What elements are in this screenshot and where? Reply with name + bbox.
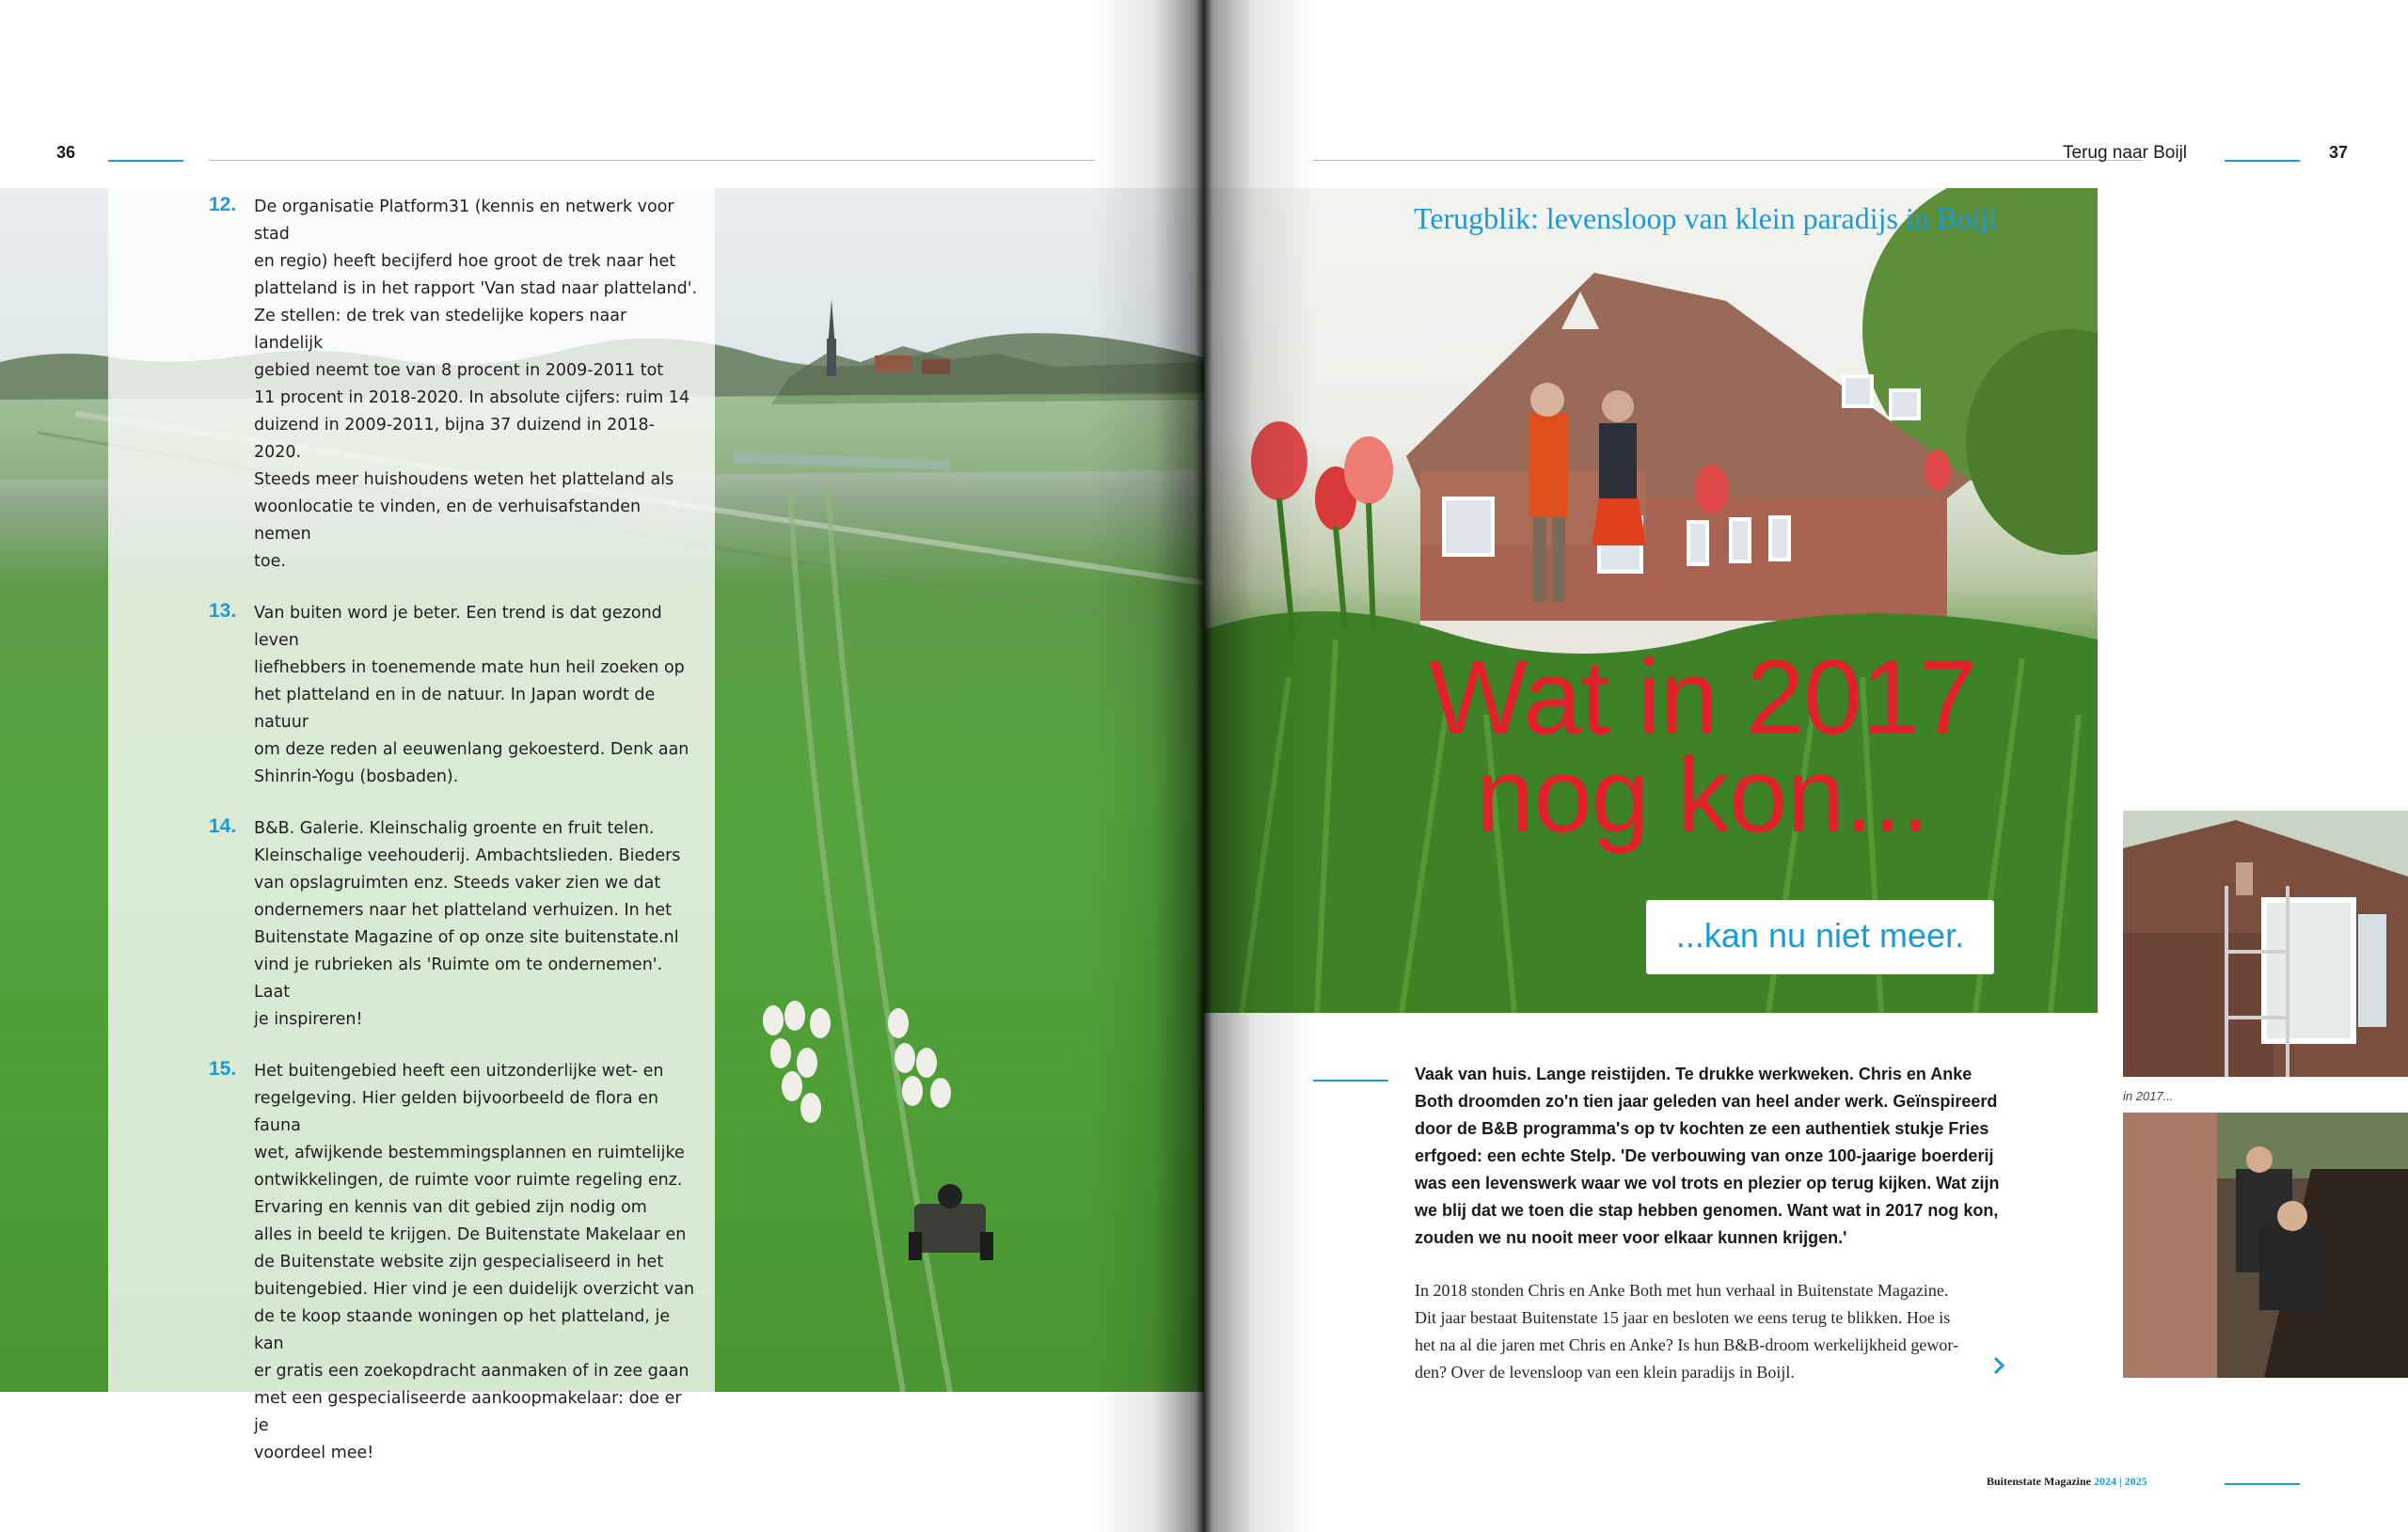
list-item	[209, 194, 698, 576]
header-rule	[209, 160, 1095, 161]
item-text: Het buitengebied heeft een uitzonderlijke wet- en regelgeving. Hier gelden bijvoorbeeld de flora en fauna wet, afwijkende bestemmingsplannen en ruimtelijke ontwikkelingen, de ruimte voor ruimte regeling enz. Ervaring en kennis van dit gebied zijn nodig om alles in beeld te krijgen. De Buitenstate Makelaar en de Buitenstate website zijn gespecialiseerd in het buitengebied. Hier vind je een duidelijk overzicht van de te koop staande woningen op het platteland, je kan er gratis een zoekopdracht aanmaken of in zee gaan met een gespecialiseerde aankoopmakelaar: doe er je voordeel mee!	[254, 1062, 695, 1462]
footer	[1987, 1475, 2147, 1489]
kicker-text: ...kan nu niet meer.	[1675, 916, 1965, 955]
item-number: 13.	[209, 600, 237, 622]
header-accent-line	[2225, 160, 2300, 162]
body-paragraph: In 2018 stonden Chris en Anke Both met hun verhaal in Buitenstate Magazine. Dit jaar bestaat Buitenstate 15 jaar en besloten we eens terug te blikken. Hoe is het na al die jaren met Chris en Anke? Is hun B&B-droom werkelijkheid gewor- den? Over de levensloop van een klein paradijs in Boijl.	[1415, 1281, 1958, 1382]
header-rule	[1313, 160, 2143, 161]
chevron-right-icon[interactable]	[1991, 1354, 2006, 1377]
item-number: 15.	[209, 1058, 237, 1080]
kicker-box	[1646, 900, 1994, 974]
item-text: De organisatie Platform31 (kennis en netwerk voor stad en regio) heeft becijferd hoe groot de trek naar het platteland is in het rapport 'Van stad naar platteland'. Ze stellen: de trek van stedelijke kopers naar landelijk gebied neemt toe van 8 procent in 2009-2011 tot 11 procent in 2018-2020. In absolute cijfers: ruim 14 duizend in 2009-2011, bijna 37 duizend in 2018-2020. Steeds meer huishoudens weten het platteland als woonlocatie te vinden, en de verhuisafstanden nemen toe.	[254, 197, 698, 571]
farmhouse-photo	[1204, 188, 2098, 1013]
item-number: 12.	[209, 194, 237, 215]
item-text: Van buiten word je beter. Een trend is dat gezond leven liefhebbers in toenemende mate hun heil zoeken op het platteland en in de natuur. In Japan wordt de natuur om deze reden al eeuwenlang gekoesterd. Denk aan Shinrin-Yogu (bosbaden).	[254, 604, 689, 786]
footer-years: 2024 | 2025	[2093, 1475, 2147, 1488]
list-item	[209, 600, 698, 791]
header-accent-line	[108, 160, 183, 162]
article-subtitle: Terugblik: levensloop van klein paradijs in Boijl	[1414, 201, 1997, 235]
photo-caption: in 2017...	[2123, 1089, 2174, 1103]
list-item	[209, 815, 698, 1034]
footer-title: Buitenstate Magazine	[1987, 1475, 2091, 1488]
page-number-left: 36	[56, 143, 76, 162]
list-item	[209, 1058, 698, 1467]
headline	[1317, 639, 2088, 854]
item-number: 14.	[209, 815, 237, 837]
numbered-list	[209, 194, 698, 1492]
section-label: Terug naar Boijl	[2063, 143, 2188, 163]
headline-line-2: nog kon...	[1476, 736, 1929, 854]
page-number-right: 37	[2329, 143, 2349, 162]
renovation-photo-2017	[2123, 811, 2408, 1077]
intro-paragraph: Vaak van huis. Lange reistijden. Te drukke werkweken. Chris en Anke Both droomden zo'n tien jaar geleden van heel ander werk. Geïnspireerd door de B&B programma's op tv kochten ze een authentiek stukje Fries erfgoed: een echte Stelp. 'De verbouwing van onze 100-jaarige boerderij was een levenswerk waar we vol trots en plezier op terug kijken. Wat zijn we blij dat we toen die stap hebben genomen. Want wat in 2017 nog kon, zouden we nu nooit meer voor elkaar kunnen krijgen.'	[1415, 1065, 2000, 1247]
item-text: B&B. Galerie. Kleinschalig groente en fruit telen. Kleinschalige veehouderij. Ambachtslieden. Bieders van opslagruimten enz. Steeds vaker zien we dat ondernemers naar het platteland verhuizen. In het Buitenstate Magazine of op onze site buitenstate.nl vind je rubrieken als 'Ruimte om te ondernemen'. Laat je inspireren!	[254, 819, 681, 1029]
intro-accent-line	[1313, 1080, 1388, 1082]
footer-accent-line	[2225, 1483, 2300, 1485]
headline-line-1: Wat in 2017	[1428, 639, 1977, 756]
right-page	[1204, 0, 2408, 1532]
